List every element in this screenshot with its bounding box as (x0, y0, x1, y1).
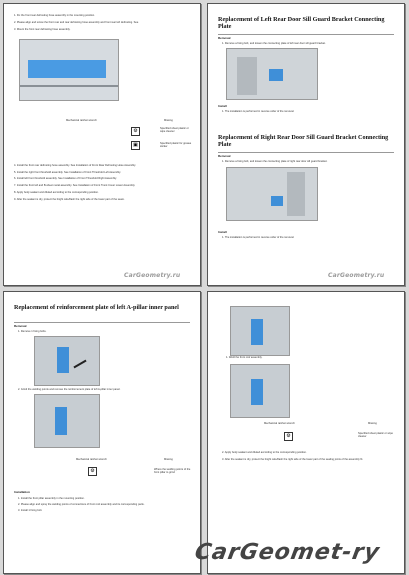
install-heading: Install (218, 104, 227, 108)
figure-roof (230, 306, 290, 356)
grinder-icon: ⚙ (88, 467, 97, 476)
step-line: 3. After the sealant is dry, protect the bright wire/flash the right side of the lower part of the sealing joints of the assembly fit. (222, 458, 364, 461)
manual-page-2 (207, 3, 405, 286)
body-panel (287, 172, 305, 216)
watermark: CarGeometry.ru (328, 272, 385, 279)
step-line: 5. Install the right front threshold assembly. See Installation of Front Threshold Left Assembly. (14, 171, 121, 174)
manual-page-4 (207, 291, 405, 574)
section-title: Replacement of Left Rear Door Sill Guard Bracket Connecting Plate (218, 16, 385, 31)
removal-heading: Removal (218, 154, 231, 158)
step-line: 2. Apply body sealant and diluted according to the corresponding position. (222, 451, 307, 454)
figure-a-pillar-weld (34, 394, 100, 448)
missing-label: Missing (368, 422, 377, 425)
tool-caption: Mechanical ratchet wrench (264, 422, 295, 425)
figure-a-pillar (34, 336, 100, 386)
step-line: 3. Install 1 fixing bolt. (18, 509, 43, 512)
step-line: 1. Install the front pillar assembly in the mounting position. (18, 497, 85, 500)
highlighted-part (251, 379, 263, 405)
step-line: 2. Please align and spray the welding points of connections of front roof assembly and its corresponding parts. (18, 503, 145, 506)
glue-icon: ▣ (131, 141, 140, 150)
material-label: Specified plastic for grease sticker (160, 142, 192, 149)
step-line: 1. Remove 1 fixing bolts. (18, 330, 47, 333)
install-heading: Installation (14, 490, 30, 494)
watermark: CarGeometry.ru (124, 272, 181, 279)
figure-left-bracket (226, 48, 318, 100)
missing-label: Missing (164, 458, 173, 461)
material-label: Specified sheet plastic or wipe cleaner (358, 432, 393, 439)
tool-caption: Mechanical ratchet wrench (76, 458, 107, 461)
text-line: 1. Fix the front rear defrosting hose assembly in the mounting position. (14, 14, 95, 17)
removal-heading: Removal (218, 36, 231, 40)
figure-roof-weld (230, 364, 290, 418)
step-line: 1. The installation is performed in reverse order of the removal. (222, 110, 295, 113)
step-line: 8. Apply body sealant and diluted according to the corresponding position. (14, 191, 99, 194)
footer-logo: CarGeomet-ry (192, 540, 382, 565)
highlighted-part (269, 69, 283, 81)
highlighted-part (28, 60, 106, 78)
divider (218, 152, 394, 153)
divider (218, 34, 394, 35)
body-panel (237, 57, 257, 95)
missing-label: Missing (164, 119, 173, 122)
manual-page-1 (3, 3, 201, 286)
highlighted-part (251, 319, 263, 345)
step-line: 9. After the sealant is dry, protect the bright wire/flash the right side of the lower part of the seam. (14, 198, 125, 201)
figure-rear-panel (19, 39, 119, 101)
highlighted-part (55, 407, 67, 435)
section-title: Replacement of Right Rear Door Sill Guard Bracket Connecting Plate (218, 134, 389, 149)
text-line: 3. Mount the front rear defrosting hose assembly. (14, 28, 71, 31)
text-span: 2. Please align and screw the front rear and rear defrosting hose assembly and front rear left defrosting. See (14, 21, 139, 24)
section-title: Replacement of reinforcement plate of left A-pillar inner panel (14, 304, 179, 311)
step-line: 1. Weld the front roof assembly. (226, 356, 263, 359)
tool-caption: Mechanical ratchet wrench (66, 119, 97, 122)
body-edge (20, 85, 118, 87)
wrench-icon: ⚙ (284, 432, 293, 441)
step-line: 1. Remove a fixing bolt, and loosen the connecting plate of right rear door sill guard bracket. (222, 160, 328, 163)
manual-page-3 (3, 291, 201, 574)
divider (14, 322, 190, 323)
wrench-icon: ⚙ (131, 127, 140, 136)
material-label: Specified sheet plastic or wipe cleaner (160, 127, 189, 134)
figure-right-bracket (226, 167, 318, 221)
install-heading: Install (218, 230, 227, 234)
removal-heading: Removal (14, 324, 27, 328)
step-line: 1. Remove a fixing bolt, and loosen the connecting plate of left rear door sill guard bracket. (222, 42, 326, 45)
step-line: 2. Grind the welding points and remove the reinforcement plate of left A-pillar inner panel. (18, 388, 121, 391)
arrow (73, 360, 86, 369)
highlighted-part (57, 347, 69, 373)
material-label: Where the welding points of the front pillar to grind (154, 468, 191, 475)
step-line: 7. Install the front left and B-sheet metal assembly. See Installation of Front Trunk Cover Lower Assembly. (14, 184, 136, 187)
step-line: 1. The installation is performed in reverse order of the removal. (222, 236, 295, 239)
text-line (14, 21, 138, 24)
highlighted-part (271, 196, 283, 206)
step-line: 4. Install the front rear defrosting hose assembly. See Installation of Front Rear Defrosting Hose Assembly. (14, 164, 137, 167)
step-line: 6. Install left front threshold assembly. See Installation of Front Threshold Right Assembly. (14, 177, 117, 180)
